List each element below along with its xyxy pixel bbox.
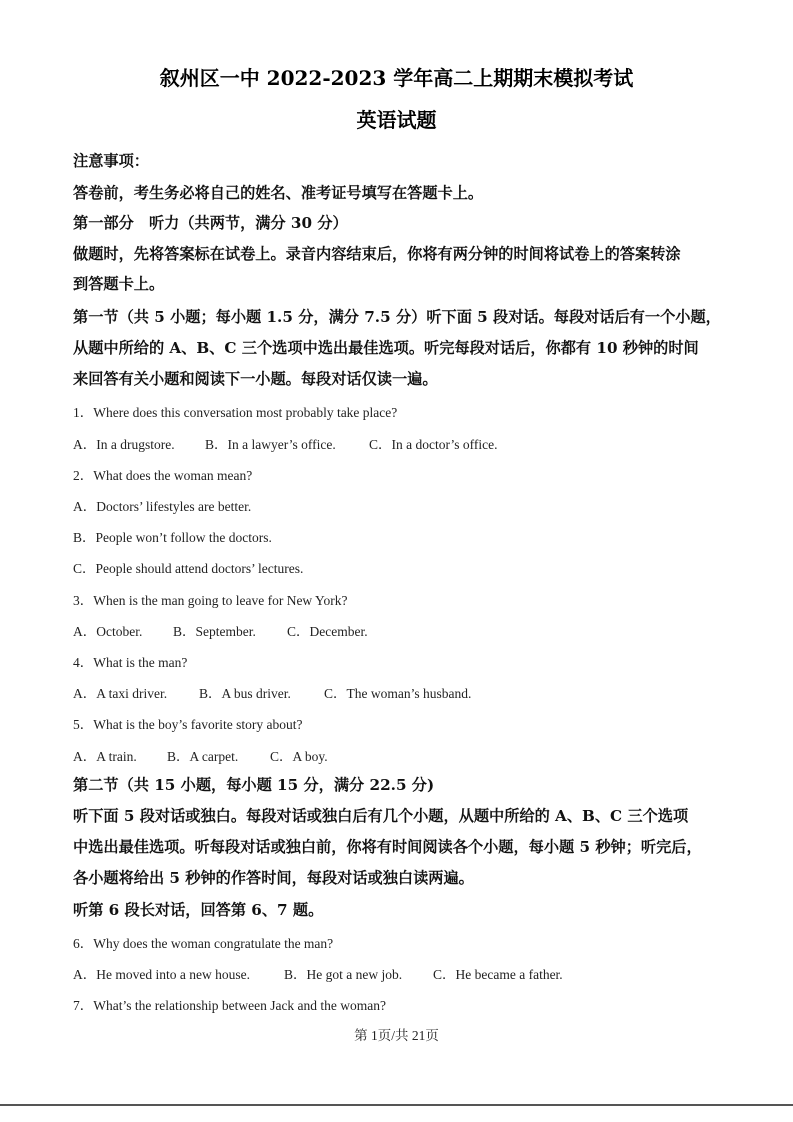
notice-heading: 注意事项： xyxy=(73,152,149,170)
question-6: 6．Why does the woman congratulate the man? xyxy=(73,936,334,951)
question-4-option-c: C．The woman’s husband. xyxy=(324,686,472,701)
section1-instruction-line1: 第一节（共 5 小题；每小题 1.5 分，满分 7.5 分）听下面 5 段对话。每段对话后有一个小题， xyxy=(73,308,721,326)
question-2: 2．What does the woman mean? xyxy=(73,468,253,483)
question-1-option-b: B．In a lawyer’s office. xyxy=(205,437,336,452)
section2-instruction-line3: 各小题将给出 5 秒钟的作答时间，每段对话或独白读两遍。 xyxy=(73,869,474,887)
section2-subheading: 听第 6 段长对话，回答第 6、7 题。 xyxy=(73,901,324,919)
question-3-option-b: B．September. xyxy=(173,624,256,639)
question-1-option-a: A．In a drugstore. xyxy=(73,437,175,452)
question-6-option-c: C．He became a father. xyxy=(433,967,563,982)
part1-instruction-line1: 做题时，先将答案标在试卷上。录音内容结束后，你将有两分钟的时间将试卷上的答案转涂 xyxy=(73,245,681,263)
question-2-option-a: A．Doctors’ lifestyles are better. xyxy=(73,499,252,514)
question-5-option-a: A．A train. xyxy=(73,749,137,764)
question-2-option-b: B．People won’t follow the doctors. xyxy=(73,530,272,545)
question-6-option-b: B．He got a new job. xyxy=(284,967,403,982)
question-6-option-a: A．He moved into a new house. xyxy=(73,967,250,982)
question-5: 5．What is the boy’s favorite story about? xyxy=(73,717,303,732)
notice-text: 答卷前，考生务必将自己的姓名、准考证号填写在答题卡上。 xyxy=(73,184,484,202)
section2-heading: 第二节（共 15 小题，每小题 15 分，满分 22.5 分) xyxy=(73,776,435,794)
question-3-option-c: C．December. xyxy=(287,624,368,639)
question-7: 7．What’s the relationship between Jack and the woman? xyxy=(73,998,387,1013)
question-1-option-c: C．In a doctor’s office. xyxy=(369,437,498,452)
part1-heading: 第一部分 听力（共两节，满分 30 分） xyxy=(73,214,348,232)
question-4-option-a: A．A taxi driver. xyxy=(73,686,168,701)
question-3: 3．When is the man going to leave for New York? xyxy=(73,593,348,608)
question-3-option-a: A．October. xyxy=(73,624,143,639)
page-number: 第 1页/共 21页 xyxy=(354,1028,439,1043)
section1-instruction-line2: 从题中所给的 A、B、C 三个选项中选出最佳选项。听完每段对话后，你都有 10 秒钟的时间 xyxy=(73,339,699,357)
bottom-divider xyxy=(0,1104,793,1106)
question-5-option-b: B．A carpet. xyxy=(167,749,239,764)
question-5-option-c: C．A boy. xyxy=(270,749,328,764)
section2-instruction-line1: 听下面 5 段对话或独白。每段对话或独白后有几个小题，从题中所给的 A、B、C 三个选项 xyxy=(73,807,689,825)
subject-title: 英语试题 xyxy=(356,108,437,132)
question-1: 1．Where does this conversation most probably take place? xyxy=(73,405,398,420)
question-2-option-c: C．People should attend doctors’ lectures. xyxy=(73,561,304,576)
section1-instruction-line3: 来回答有关小题和阅读下一小题。每段对话仅读一遍。 xyxy=(73,370,438,388)
exam-title: 叙州区一中 2022-2023 学年高二上期期末模拟考试 xyxy=(159,66,634,90)
part1-instruction-line2: 到答题卡上。 xyxy=(73,275,165,293)
question-4: 4．What is the man? xyxy=(73,655,188,670)
section2-instruction-line2: 中选出最佳选项。听每段对话或独白前，你将有时间阅读各个小题，每小题 5 秒钟；听完后， xyxy=(73,838,702,856)
question-4-option-b: B．A bus driver. xyxy=(199,686,291,701)
